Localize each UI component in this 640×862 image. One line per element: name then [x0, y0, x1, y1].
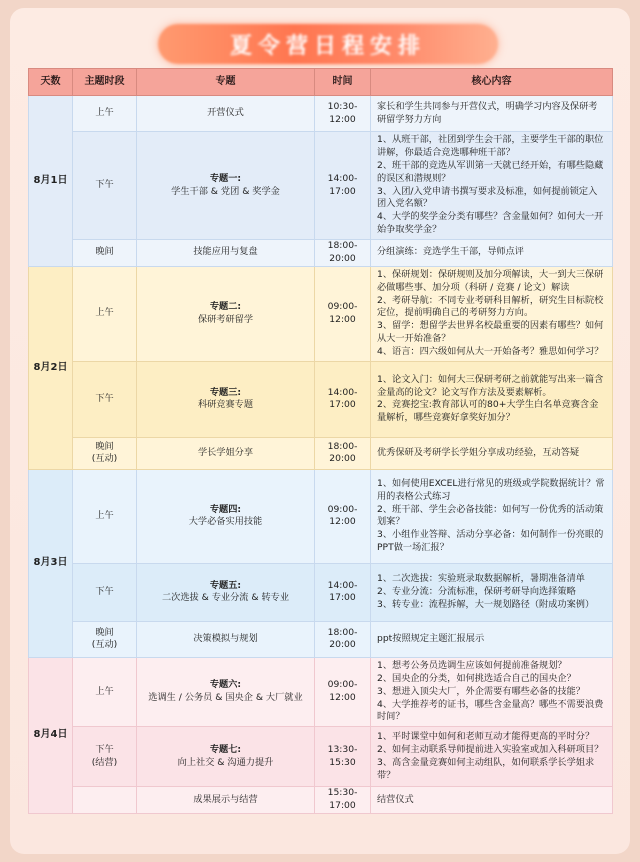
core-item: 2、竞赛挖宝:教育部认可的80+大学生白名单竞赛含金量解析，哪些竞赛好拿奖好加分？ [377, 399, 599, 424]
core-item: 1、从班干部，社团到学生会干部，主要学生干部的职位讲解，你最适合竞选哪种班干部？ [377, 134, 604, 158]
header-day: 天数 [29, 69, 73, 96]
topic-cell [137, 240, 315, 267]
topic-cell [137, 787, 315, 814]
time-cell: 15:30-17:00 [315, 787, 371, 814]
core-item: 2、专业分流：分流标准，保研考研导向选择策略 [377, 585, 576, 597]
day-cell: 8月1日 [29, 96, 73, 267]
topic-cell [137, 727, 315, 787]
core-item: 2、班干部、学生会必备技能：如何写一份优秀的活动策划案？ [377, 503, 604, 528]
session-cell [73, 621, 137, 657]
core-cell [371, 563, 613, 621]
table-row [29, 96, 613, 132]
core-item: 3、小组作业答辩、活动分享必备：如何制作一份亮眼的PPT做一场汇报？ [377, 529, 604, 554]
session-label: 上午 [95, 107, 114, 119]
topic-number: 专题四: [209, 503, 242, 515]
session-cell [73, 727, 137, 787]
topic-number: 专题三: [209, 386, 242, 398]
session-label: (互动) [91, 639, 118, 651]
session-cell [73, 132, 137, 240]
table-row [29, 563, 613, 621]
core-cell [371, 787, 613, 814]
banner-title: 夏令营日程安排 [229, 33, 426, 59]
topic-name: 学长学姐分享 [197, 446, 254, 458]
time-cell: 10:30-12:00 [315, 96, 371, 132]
core-cell [371, 469, 613, 563]
time-cell: 14:00-17:00 [315, 563, 371, 621]
core-item: 结营仪式 [377, 793, 414, 805]
topic-name: 学生干部 & 党团 & 奖学金 [171, 185, 280, 197]
core-cell [371, 361, 613, 437]
time-cell: 18:00-20:00 [315, 621, 371, 657]
topic-name: 科研竞赛专题 [197, 399, 254, 411]
core-item: 2、考研导航：不同专业考研科目解析，研究生目标院校定位，提前明确自己的考研努力方向。 [377, 294, 604, 319]
session-label: 上午 [95, 509, 114, 521]
session-label: 下午 [95, 179, 114, 191]
session-label: 上午 [95, 307, 114, 319]
core-cell [371, 240, 613, 267]
core-cell [371, 132, 613, 240]
core-cell [371, 727, 613, 787]
core-item: 2、国央企的分类，如何挑选适合自己的国央企？ [377, 672, 576, 684]
time-cell: 09:00-12:00 [315, 469, 371, 563]
topic-cell [137, 437, 315, 469]
topic-number: 专题七: [209, 743, 242, 755]
topic-cell [137, 96, 315, 132]
core-cell [371, 437, 613, 469]
core-item: 3、入团/入党申请书撰写要求及标准，如何提前锁定入团入党名额？ [377, 185, 598, 210]
table-row [29, 657, 613, 726]
core-item: 1、论文入门：如何大三保研考研之前就能写出来一篇含金量高的论文？论文写作方法及要素解析。 [377, 373, 604, 398]
core-cell [371, 96, 613, 132]
topic-number: 专题一: [209, 172, 242, 184]
core-item: 3、高含金量竞赛如何主动组队，如何联系学长学姐求带？ [377, 756, 595, 781]
session-cell [73, 361, 137, 437]
topic-name: 大学必备实用技能 [188, 516, 263, 528]
session-label: 晚间 [95, 440, 114, 452]
core-item: 1、如何使用EXCEL进行常见的班级或学院数据统计？常用的表格公式练习 [377, 477, 605, 502]
session-label: 晚间 [95, 246, 114, 258]
session-cell [73, 96, 137, 132]
topic-number: 专题二: [209, 300, 242, 312]
core-item: 2、班干部的竞选从军训第一天就已经开始，有哪些隐藏的误区和潜规则？ [377, 159, 604, 184]
table-row [29, 727, 613, 787]
core-item: 4、语言：四六级如何从大一开始备考？雅思如何学习？ [377, 346, 604, 357]
topic-cell [137, 266, 315, 361]
time-cell: 14:00-17:00 [315, 361, 371, 437]
table-row [29, 266, 613, 361]
session-cell [73, 787, 137, 814]
table-row [29, 469, 613, 563]
time-cell: 09:00-12:00 [315, 657, 371, 726]
core-item: 3、想进入顶尖大厂，外企需要有哪些必备的技能？ [377, 685, 585, 697]
topic-name: 二次选拔 & 专业分流 & 转专业 [161, 592, 290, 604]
header-topic: 专题 [137, 69, 315, 96]
core-cell [371, 266, 613, 361]
core-cell [371, 621, 613, 657]
core-item: 4、大学的奖学金分类有哪些？含金量如何？如何大一开始争取奖学金？ [377, 211, 604, 236]
core-item: 2、如何主动联系导师提前进入实验室或加入科研项目？ [377, 743, 604, 755]
session-cell [73, 437, 137, 469]
core-item: 4、大学推荐考的证书，哪些含金量高？哪些不需要浪费时间？ [377, 698, 604, 723]
topic-name: 选调生 / 公务员 & 国央企 & 大厂就业 [148, 692, 303, 704]
topic-cell [137, 361, 315, 437]
core-cell [371, 657, 613, 726]
header-row [29, 69, 613, 96]
time-cell: 14:00-17:00 [315, 132, 371, 240]
topic-cell [137, 563, 315, 621]
session-cell [73, 266, 137, 361]
table-row [29, 621, 613, 657]
topic-name: 决策模拟与规划 [193, 632, 258, 644]
session-cell [73, 469, 137, 563]
header-session: 主题时段 [73, 69, 137, 96]
session-label: 下午 [95, 392, 114, 404]
core-item: 分组演练：竞选学生干部，导师点评 [377, 246, 524, 258]
topic-name: 开营仪式 [207, 107, 244, 119]
topic-name: 保研考研留学 [197, 313, 254, 325]
core-item: 3、留学：想留学去世界名校最重要的因素有哪些？如何从大一开始准备？ [377, 320, 604, 345]
header-time: 时间 [315, 69, 371, 96]
core-item: 1、平时课堂中如何和老师互动才能得更高的平时分？ [377, 731, 595, 742]
table-row [29, 361, 613, 437]
topic-name: 向上社交 & 沟通力提升 [177, 756, 274, 768]
time-cell: 18:00-20:00 [315, 240, 371, 267]
session-label: (结营) [91, 756, 118, 768]
time-cell: 18:00-20:00 [315, 437, 371, 469]
title-banner [158, 24, 498, 64]
core-item: 1、二次选拔：实验班录取数据解析，暑期准备清单 [377, 573, 585, 585]
day-cell: 8月2日 [29, 266, 73, 469]
topic-number: 专题五: [209, 579, 242, 591]
topic-name: 成果展示与结营 [193, 793, 258, 805]
topic-number: 专题六: [209, 679, 242, 691]
topic-cell [137, 132, 315, 240]
day-cell: 8月4日 [29, 657, 73, 813]
core-item: ppt按照规定主题汇报展示 [377, 632, 485, 644]
header-core: 核心内容 [371, 69, 613, 96]
core-item: 3、转专业：流程拆解，大一规划路径（附成功案例） [377, 598, 595, 610]
session-label: 下午 [95, 743, 114, 755]
day-cell: 8月3日 [29, 469, 73, 657]
table-row [29, 437, 613, 469]
session-label: (互动) [91, 453, 118, 465]
time-cell: 13:30-15:30 [315, 727, 371, 787]
time-cell: 09:00-12:00 [315, 266, 371, 361]
session-cell [73, 563, 137, 621]
table-row [29, 240, 613, 267]
core-item: 1、想考公务员选调生应该如何提前准备规划？ [377, 659, 567, 671]
schedule-table [28, 68, 613, 814]
core-item: 1、保研规划：保研规则及加分项解读，大一到大三保研必做哪些事、加分项（科研 / 竞赛 / 论文）解读 [377, 268, 604, 293]
table-row [29, 132, 613, 240]
core-item: 优秀保研及考研学长学姐分享成功经验，互动答疑 [377, 446, 580, 458]
session-cell [73, 657, 137, 726]
session-label: 晚间 [95, 626, 114, 638]
core-item: 家长和学生共同参与开营仪式，明确学习内容及保研考研留学努力方向 [377, 100, 598, 125]
session-label: 下午 [95, 585, 114, 597]
session-cell [73, 240, 137, 267]
topic-cell [137, 657, 315, 726]
topic-cell [137, 621, 315, 657]
topic-cell [137, 469, 315, 563]
session-label: 上午 [95, 685, 114, 697]
table-row [29, 787, 613, 814]
topic-name: 技能应用与复盘 [193, 246, 258, 258]
